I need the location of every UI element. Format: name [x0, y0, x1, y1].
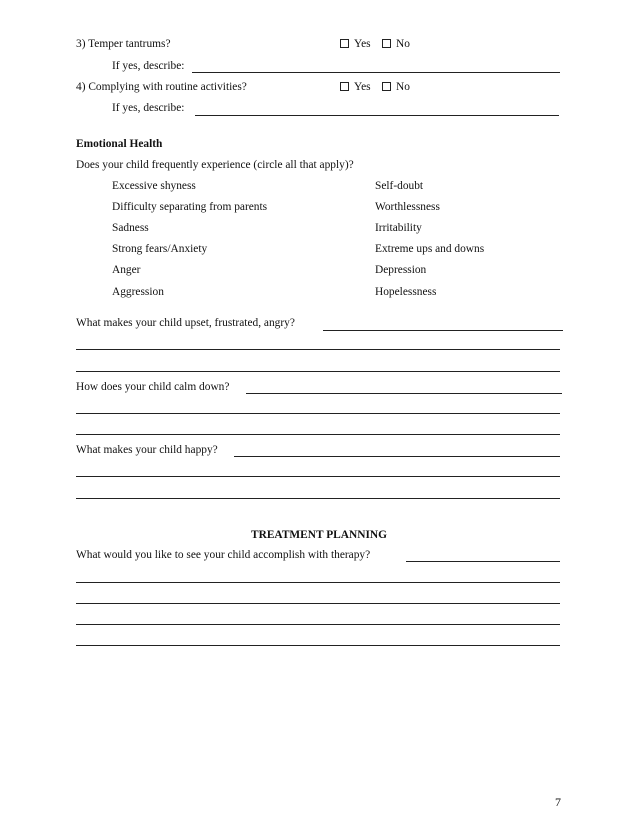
- symptom-item[interactable]: Worthlessness: [375, 201, 440, 213]
- happy-question: What makes your child happy?: [76, 444, 218, 456]
- symptom-item[interactable]: Excessive shyness: [112, 180, 196, 192]
- q3-no-label: No: [396, 38, 410, 50]
- q3-no-option[interactable]: [382, 38, 410, 50]
- checkbox-icon[interactable]: [382, 39, 391, 48]
- q4-no-label: No: [396, 81, 410, 93]
- q3-yes-label: Yes: [354, 38, 371, 50]
- q4-yes-option[interactable]: [340, 81, 371, 93]
- q4-describe-line[interactable]: [195, 115, 559, 116]
- q3-yes-option[interactable]: [340, 38, 371, 50]
- answer-line[interactable]: [76, 498, 560, 499]
- symptom-item[interactable]: Hopelessness: [375, 286, 437, 298]
- answer-line[interactable]: [76, 582, 560, 583]
- q4-yes-label: Yes: [354, 81, 371, 93]
- answer-line[interactable]: [76, 371, 560, 372]
- symptom-item[interactable]: Sadness: [112, 222, 149, 234]
- section-heading-treatment: TREATMENT PLANNING: [251, 529, 387, 541]
- calm-question: How does your child calm down?: [76, 381, 230, 393]
- answer-line[interactable]: [234, 456, 560, 457]
- answer-line[interactable]: [406, 561, 560, 562]
- checkbox-icon[interactable]: [340, 39, 349, 48]
- symptom-item[interactable]: Extreme ups and downs: [375, 243, 485, 255]
- q4-no-option[interactable]: [382, 81, 410, 93]
- q4-describe-label: If yes, describe:: [112, 102, 185, 114]
- answer-line[interactable]: [76, 603, 560, 604]
- symptom-item[interactable]: Difficulty separating from parents: [112, 201, 268, 213]
- symptom-item[interactable]: Self-doubt: [375, 180, 424, 192]
- q3-describe-label: If yes, describe:: [112, 60, 185, 72]
- q3-describe-line[interactable]: [192, 72, 560, 73]
- checkbox-icon[interactable]: [340, 82, 349, 91]
- answer-line[interactable]: [76, 645, 560, 646]
- answer-line[interactable]: [323, 330, 563, 331]
- answer-line[interactable]: [76, 349, 560, 350]
- page-number: 7: [555, 795, 561, 809]
- section-heading-emotional: Emotional Health: [76, 138, 163, 150]
- answer-line[interactable]: [76, 413, 560, 414]
- symptom-item[interactable]: Aggression: [112, 286, 164, 298]
- answer-line[interactable]: [76, 476, 560, 477]
- emotional-question: Does your child frequently experience (circle all that apply)?: [76, 159, 354, 171]
- answer-line[interactable]: [76, 434, 560, 435]
- symptom-item[interactable]: Depression: [375, 264, 427, 276]
- upset-question: What makes your child upset, frustrated, angry?: [76, 317, 295, 329]
- symptom-item[interactable]: Strong fears/Anxiety: [112, 243, 208, 255]
- symptom-item[interactable]: Irritability: [375, 222, 422, 234]
- symptom-item[interactable]: Anger: [112, 264, 141, 276]
- accomplish-question: What would you like to see your child accomplish with therapy?: [76, 549, 371, 561]
- q3-label: 3) Temper tantrums?: [76, 38, 171, 50]
- answer-line[interactable]: [246, 393, 562, 394]
- q4-label: 4) Complying with routine activities?: [76, 81, 247, 93]
- answer-line[interactable]: [76, 624, 560, 625]
- checkbox-icon[interactable]: [382, 82, 391, 91]
